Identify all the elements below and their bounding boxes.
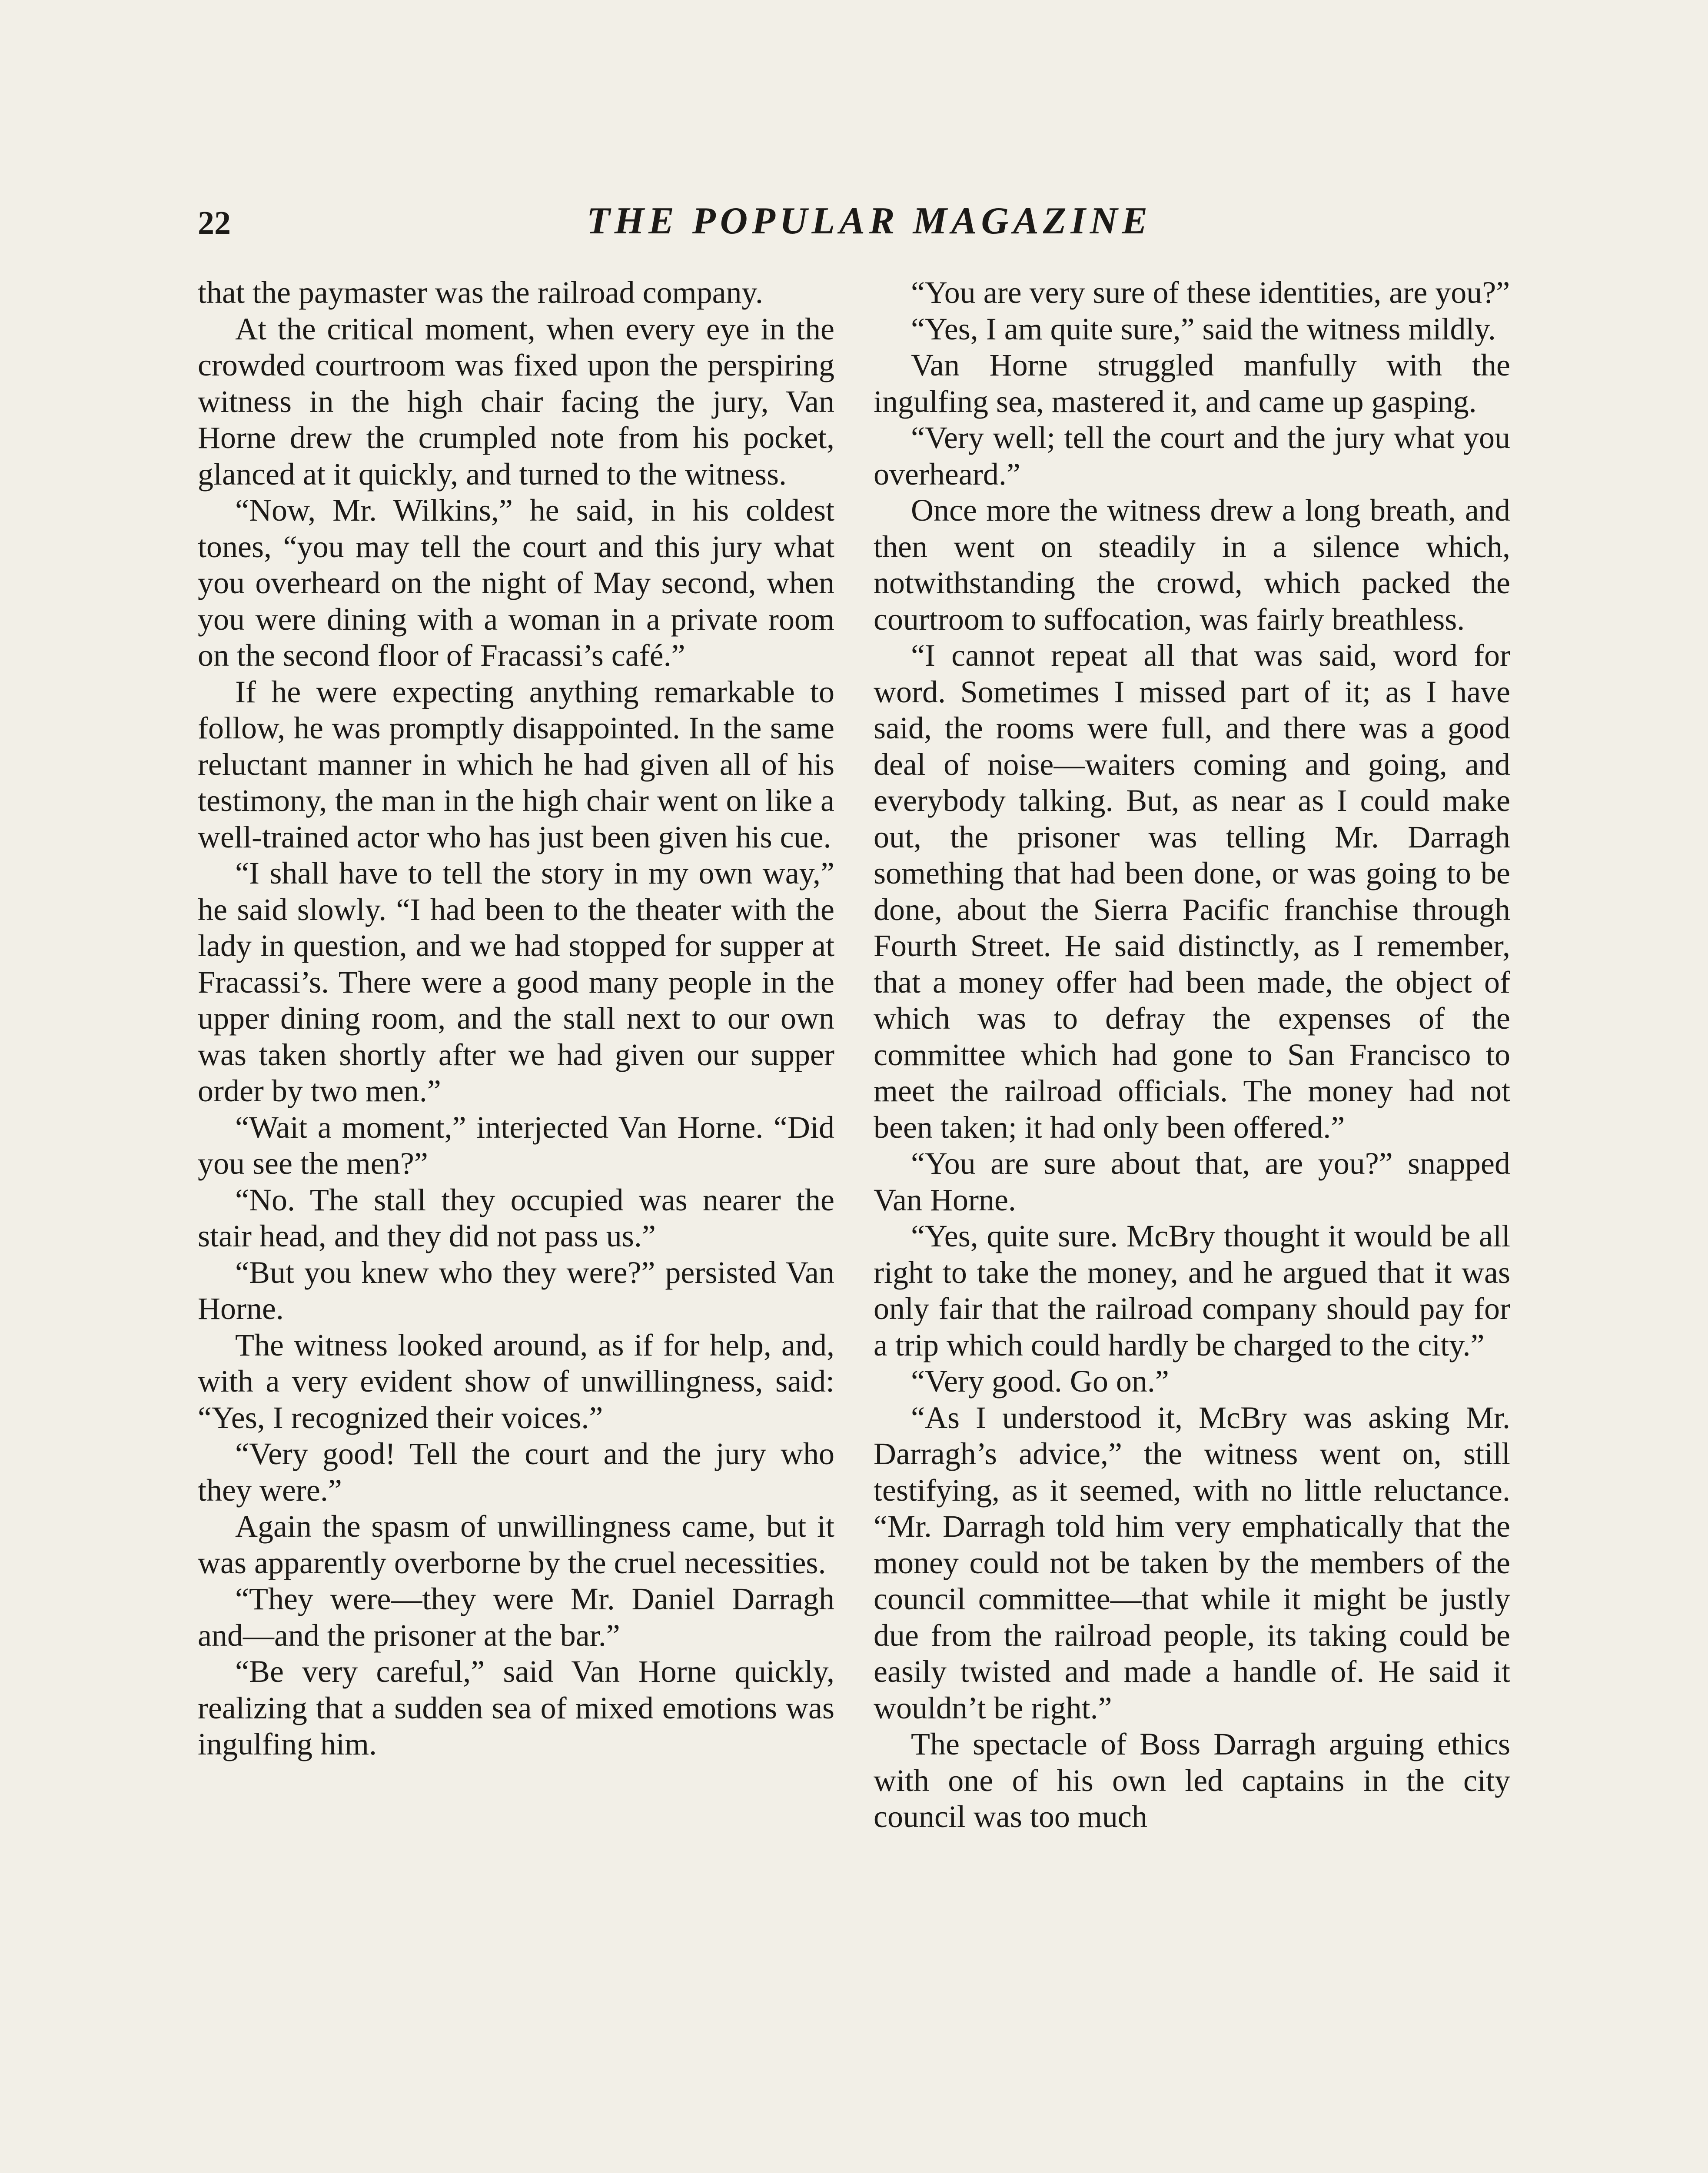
paragraph: At the critical moment, when every eye in the crowded courtroom was fixed upon the perspiring witness in the high chair facing the jury, Van Horne drew the crumpled note from his pocket, glanced at it quickly, and turned to the witness. — [198, 311, 834, 492]
paragraph: “Yes, quite sure. McBry thought it would be all right to take the money, and he argued that it was only fair that the railroad company should pay for a trip which could hardly be charged to the city.” — [874, 1219, 1510, 1362]
paragraph: If he were expecting anything remarkable to follow, he was promptly disappointed. In the same reluctant manner in which he had given all of his testimony, the man in the high chair went on like a well-trained actor who has just been given his cue. — [198, 674, 834, 854]
paragraph: “Be very careful,” said Van Horne quickly, realizing that a sudden sea of mixed emotions was ingulfing him. — [198, 1654, 834, 1761]
paragraph: “I shall have to tell the story in my own way,” he said slowly. “I had been to the theater with the lady in question, and we had stopped for supper at Fracassi’s. There were a good many people in the upper dining room, and the stall next to our own was taken shortly after we had given our supper order by two men.” — [198, 856, 834, 1108]
paragraph: Once more the witness drew a long breath, and then went on steadily in a silence which, notwithstanding the crowd, which packed the courtroom to suffocation, was fairly breathless. — [874, 493, 1510, 637]
paragraph: “Very good. Go on.” — [911, 1364, 1169, 1399]
paragraph: “No. The stall they occupied was nearer the stair head, and they did not pass us.” — [198, 1182, 834, 1253]
paragraph: “Very good! Tell the court and the jury who they were.” — [198, 1436, 834, 1508]
paragraph: “Very well; tell the court and the jury what you overheard.” — [874, 420, 1510, 492]
paragraph: “They were—they were Mr. Daniel Darragh and—and the prisoner at the bar.” — [198, 1582, 834, 1653]
paragraph: “Yes, I am quite sure,” said the witness mildly. — [911, 311, 1496, 346]
paragraph: “As I understood it, McBry was asking Mr. Darragh’s advice,” the witness went on, still testifying, as it seemed, with no little reluctance. “Mr. Darragh told him very emphatically that the money could not be taken by the members of the council committee—that while it might be justly due from the railroad people, its taking could be easily twisted and made a handle of. He said it wouldn’t be right.” — [874, 1400, 1510, 1725]
right-column — [874, 275, 1510, 1835]
paragraph: “Wait a moment,” interjected Van Horne. “Did you see the men?” — [198, 1110, 834, 1181]
paragraph: “You are sure about that, are you?” snapped Van Horne. — [874, 1146, 1510, 1217]
paragraph: Van Horne struggled manfully with the ingulfing sea, mastered it, and came up gasping. — [874, 348, 1510, 419]
paragraph: Again the spasm of unwillingness came, but it was apparently overborne by the cruel necessities. — [198, 1509, 834, 1580]
left-column — [198, 275, 834, 1763]
paragraph: “You are very sure of these identities, are you?” — [911, 275, 1510, 310]
paragraph: that the paymaster was the railroad company. — [198, 275, 763, 310]
running-head: THE POPULAR MAGAZINE — [586, 200, 1152, 242]
paragraph: The spectacle of Boss Darragh arguing ethics with one of his own led captains in the city council was too much — [874, 1727, 1510, 1834]
paragraph: “Now, Mr. Wilkins,” he said, in his coldest tones, “you may tell the court and this jury what you overheard on the night of May second, when you were dining with a woman in a private room on the second floor of Fracassi’s café.” — [198, 493, 834, 673]
page-number: 22 — [198, 205, 231, 241]
paragraph: “But you knew who they were?” persisted Van Horne. — [198, 1255, 834, 1326]
paragraph: The witness looked around, as if for help, and, with a very evident show of unwillingness, said: “Yes, I recognized their voices.” — [198, 1327, 834, 1435]
paragraph: “I cannot repeat all that was said, word for word. Sometimes I missed part of it; as I have said, the rooms were full, and there was a good deal of noise—waiters coming and going, and everybody talking. But, as near as I could make out, the prisoner was telling Mr. Darragh something that had been done, or was going to be done, about the Sierra Pacific franchise through Fourth Street. He said distinctly, as I remember, that a money offer had been made, the object of which was to defray the expenses of the committee which had gone to San Francisco to meet the railroad officials. The money had not been taken; it had only been offered.” — [874, 638, 1510, 1145]
